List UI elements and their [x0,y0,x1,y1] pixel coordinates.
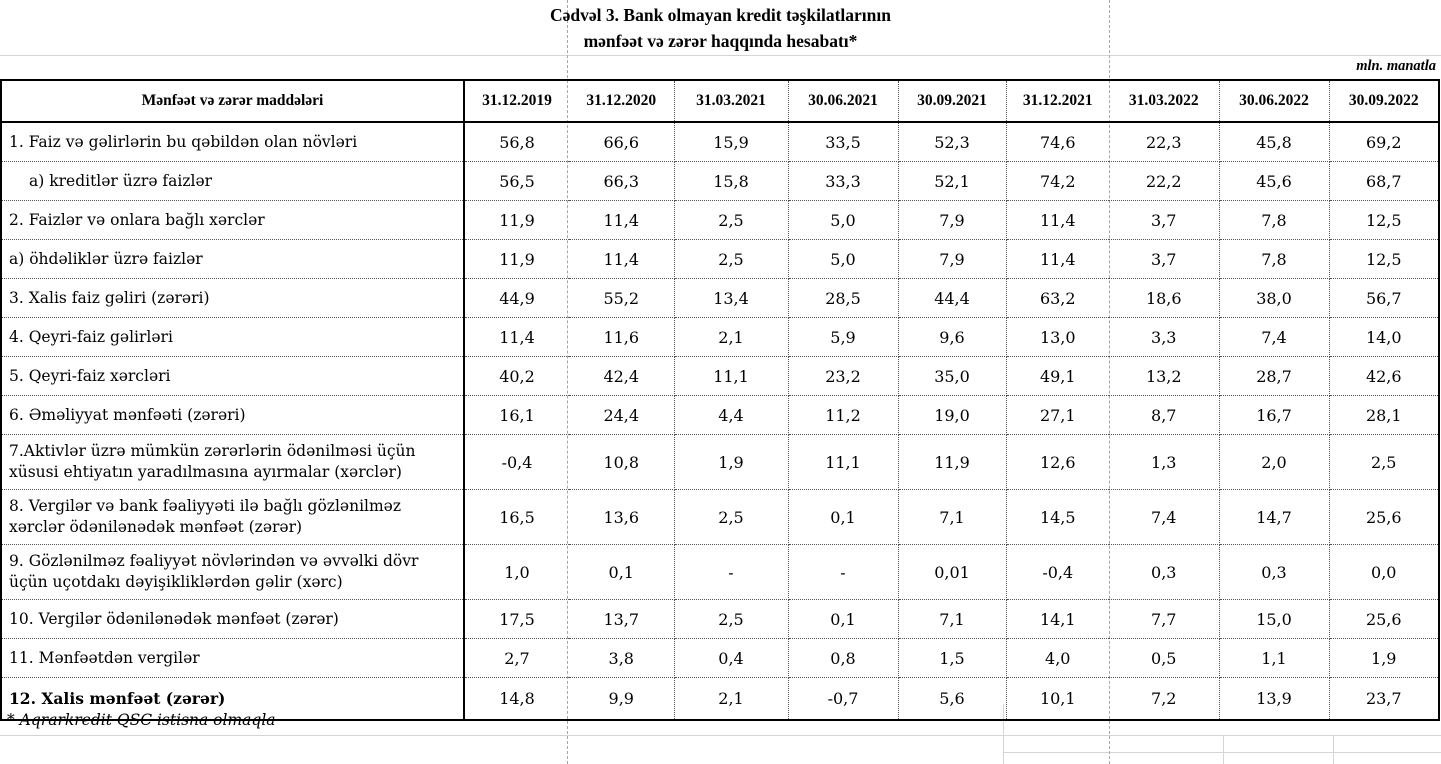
cell-value: 2,1 [674,678,788,721]
table-row [1,122,1439,162]
cell-value: 11,4 [1006,201,1109,240]
cell-value: 0,8 [788,639,898,678]
cell-value: 13,0 [1006,318,1109,357]
cell-value: 56,8 [464,122,569,162]
cell-value: 12,6 [1006,435,1109,490]
cell-value: 5,0 [788,201,898,240]
cell-value: 23,7 [1329,678,1439,721]
profit-loss-table [0,79,1440,721]
cell-value: 56,5 [464,162,569,201]
cell-value: 12,5 [1329,240,1439,279]
row-label: 4. Qeyri-faiz gəlirləri [1,318,464,357]
cell-value: 8,7 [1109,396,1219,435]
cell-value: 22,2 [1109,162,1219,201]
table-row [1,435,1439,490]
cell-value: 63,2 [1006,279,1109,318]
cell-value: 0,1 [788,490,898,545]
cell-value: 7,7 [1109,600,1219,639]
table-row [1,318,1439,357]
cell-value: 0,1 [788,600,898,639]
cell-value: 69,2 [1329,122,1439,162]
cell-value: - [674,545,788,600]
column-header-date-7: 31.03.2022 [1109,80,1219,122]
cell-value: 14,0 [1329,318,1439,357]
table-row [1,162,1439,201]
cell-value: 2,5 [674,600,788,639]
cell-value: 14,5 [1006,490,1109,545]
sheet-gridline-col-2 [1223,735,1224,764]
cell-value: 45,8 [1219,122,1329,162]
cell-value: 25,6 [1329,490,1439,545]
cell-value: 4,4 [674,396,788,435]
cell-value: 74,6 [1006,122,1109,162]
cell-value: 0,5 [1109,639,1219,678]
row-label: 10. Vergilər ödənilənədək mənfəət (zərər) [1,600,464,639]
row-label: a) öhdəliklər üzrə faizlər [1,240,464,279]
cell-value: 7,2 [1109,678,1219,721]
cell-value: 5,6 [898,678,1006,721]
cell-value: 2,5 [674,201,788,240]
table-row [1,357,1439,396]
column-header-date-2: 31.12.2020 [569,80,674,122]
cell-value: 2,7 [464,639,569,678]
cell-value: 52,3 [898,122,1006,162]
cell-value: 11,4 [569,201,674,240]
column-header-date-1: 31.12.2019 [464,80,569,122]
cell-value: 1,1 [1219,639,1329,678]
title-line-1: Cədvəl 3. Bank olmayan kredit təşkilatlarının [550,5,891,25]
table-row [1,639,1439,678]
unit-note: mln. manatla [1356,58,1436,74]
row-label: a) kreditlər üzrə faizlər [1,162,464,201]
cell-value: 1,3 [1109,435,1219,490]
cell-value: 1,5 [898,639,1006,678]
cell-value: 25,6 [1329,600,1439,639]
row-label: 2. Faizlər və onlara bağlı xərclər [1,201,464,240]
row-label: 1. Faiz və gəlirlərin bu qəbildən olan növləri [1,122,464,162]
cell-value: 28,7 [1219,357,1329,396]
cell-value: 42,4 [569,357,674,396]
cell-value: 12,5 [1329,201,1439,240]
column-header-date-9: 30.09.2022 [1329,80,1439,122]
cell-value: 45,6 [1219,162,1329,201]
row-label: 3. Xalis faiz gəliri (zərəri) [1,279,464,318]
cell-value: 35,0 [898,357,1006,396]
cell-value: 27,1 [1006,396,1109,435]
sheet-gridline-bottom-1 [0,735,1441,736]
cell-value: 40,2 [464,357,569,396]
footnote: * Aqrarkredit QSC istisna olmaqla [7,711,276,729]
cell-value: 7,8 [1219,201,1329,240]
cell-value: 0,01 [898,545,1006,600]
table-row [1,600,1439,639]
cell-value: 1,9 [674,435,788,490]
cell-value: 3,8 [569,639,674,678]
row-label: 6. Əməliyyat mənfəəti (zərəri) [1,396,464,435]
cell-value: 18,6 [1109,279,1219,318]
row-label: 5. Qeyri-faiz xərcləri [1,357,464,396]
cell-value: 0,4 [674,639,788,678]
cell-value: 11,9 [464,240,569,279]
column-header-items: Mənfəət və zərər maddələri [1,80,464,122]
cell-value: 14,7 [1219,490,1329,545]
cell-value: 38,0 [1219,279,1329,318]
cell-value: 11,4 [569,240,674,279]
cell-value: 2,5 [1329,435,1439,490]
cell-value: 5,9 [788,318,898,357]
cell-value: 9,9 [569,678,674,721]
cell-value: 23,2 [788,357,898,396]
table-row [1,201,1439,240]
cell-value: 1,9 [1329,639,1439,678]
row-label: 12. Xalis mənfəət (zərər) [1,678,464,721]
cell-value: 7,4 [1109,490,1219,545]
cell-value: 9,6 [898,318,1006,357]
cell-value: 16,5 [464,490,569,545]
cell-value: -0,4 [1006,545,1109,600]
column-header-date-5: 30.09.2021 [898,80,1006,122]
cell-value: 11,2 [788,396,898,435]
cell-value: 15,0 [1219,600,1329,639]
cell-value: 2,0 [1219,435,1329,490]
header-row [1,80,1439,122]
cell-value: 66,3 [569,162,674,201]
cell-value: 28,1 [1329,396,1439,435]
column-header-date-8: 30.06.2022 [1219,80,1329,122]
cell-value: 7,1 [898,600,1006,639]
cell-value: 7,9 [898,201,1006,240]
cell-value: 15,9 [674,122,788,162]
cell-value: 10,8 [569,435,674,490]
column-header-date-3: 31.03.2021 [674,80,788,122]
cell-value: 33,5 [788,122,898,162]
cell-value: 13,7 [569,600,674,639]
cell-value: 15,8 [674,162,788,201]
cell-value: 52,1 [898,162,1006,201]
cell-value: 13,9 [1219,678,1329,721]
cell-value: 14,1 [1006,600,1109,639]
cell-value: 28,5 [788,279,898,318]
cell-value: 0,3 [1219,545,1329,600]
cell-value: 49,1 [1006,357,1109,396]
cell-value: 42,6 [1329,357,1439,396]
row-label: 9. Gözlənilməz fəaliyyət növlərindən və əvvəlki dövr üçün uçotdakı dəyişikliklərdən gəlir (xərc) [1,545,464,600]
cell-value: 3,3 [1109,318,1219,357]
sheet-gridline-bottom-2 [1003,752,1441,753]
cell-value: 17,5 [464,600,569,639]
cell-value: 11,1 [788,435,898,490]
cell-value: 11,9 [898,435,1006,490]
cell-value: 3,7 [1109,240,1219,279]
cell-value: 55,2 [569,279,674,318]
column-header-date-6: 31.12.2021 [1006,80,1109,122]
cell-value: 2,5 [674,490,788,545]
cell-value: 11,4 [464,318,569,357]
cell-value: 7,4 [1219,318,1329,357]
cell-value: 7,8 [1219,240,1329,279]
cell-value: 0,0 [1329,545,1439,600]
cell-value: 7,1 [898,490,1006,545]
cell-value: 16,1 [464,396,569,435]
cell-value: 2,1 [674,318,788,357]
cell-value: 13,2 [1109,357,1219,396]
row-label: 11. Mənfəətdən vergilər [1,639,464,678]
cell-value: 44,4 [898,279,1006,318]
cell-value: 11,9 [464,201,569,240]
table-row [1,279,1439,318]
cell-value: 66,6 [569,122,674,162]
cell-value: 24,4 [569,396,674,435]
cell-value: 10,1 [1006,678,1109,721]
cell-value: 68,7 [1329,162,1439,201]
cell-value: 14,8 [464,678,569,721]
cell-value: 0,3 [1109,545,1219,600]
cell-value: 7,9 [898,240,1006,279]
cell-value: 74,2 [1006,162,1109,201]
sheet-gridline-top [0,55,1441,56]
cell-value: 22,3 [1109,122,1219,162]
cell-value: 19,0 [898,396,1006,435]
cell-value: 16,7 [1219,396,1329,435]
table-row [1,490,1439,545]
cell-value: 11,6 [569,318,674,357]
cell-value: 4,0 [1006,639,1109,678]
cell-value: 1,0 [464,545,569,600]
row-label: 7.Aktivlər üzrə mümkün zərərlərin ödənilməsi üçün xüsusi ehtiyatın yaradılmasına ayırmalar (xərclər) [1,435,464,490]
cell-value: 11,4 [1006,240,1109,279]
cell-value: 2,5 [674,240,788,279]
table-title [0,2,1441,54]
table-row [1,240,1439,279]
cell-value: 13,6 [569,490,674,545]
row-label: 8. Vergilər və bank fəaliyyəti ilə bağlı gözlənilməz xərclər ödənilənədək mənfəət (zərər) [1,490,464,545]
column-header-date-4: 30.06.2021 [788,80,898,122]
sheet-gridline-col-3 [1333,735,1334,764]
table-row [1,545,1439,600]
cell-value: 3,7 [1109,201,1219,240]
title-line-2: mənfəət və zərər haqqında hesabatı* [583,31,858,51]
cell-value: 44,9 [464,279,569,318]
cell-value: - [788,545,898,600]
cell-value: 33,3 [788,162,898,201]
cell-value: 0,1 [569,545,674,600]
cell-value: 13,4 [674,279,788,318]
table-row [1,396,1439,435]
cell-value: 11,1 [674,357,788,396]
cell-value: -0,4 [464,435,569,490]
cell-value: -0,7 [788,678,898,721]
cell-value: 56,7 [1329,279,1439,318]
cell-value: 5,0 [788,240,898,279]
